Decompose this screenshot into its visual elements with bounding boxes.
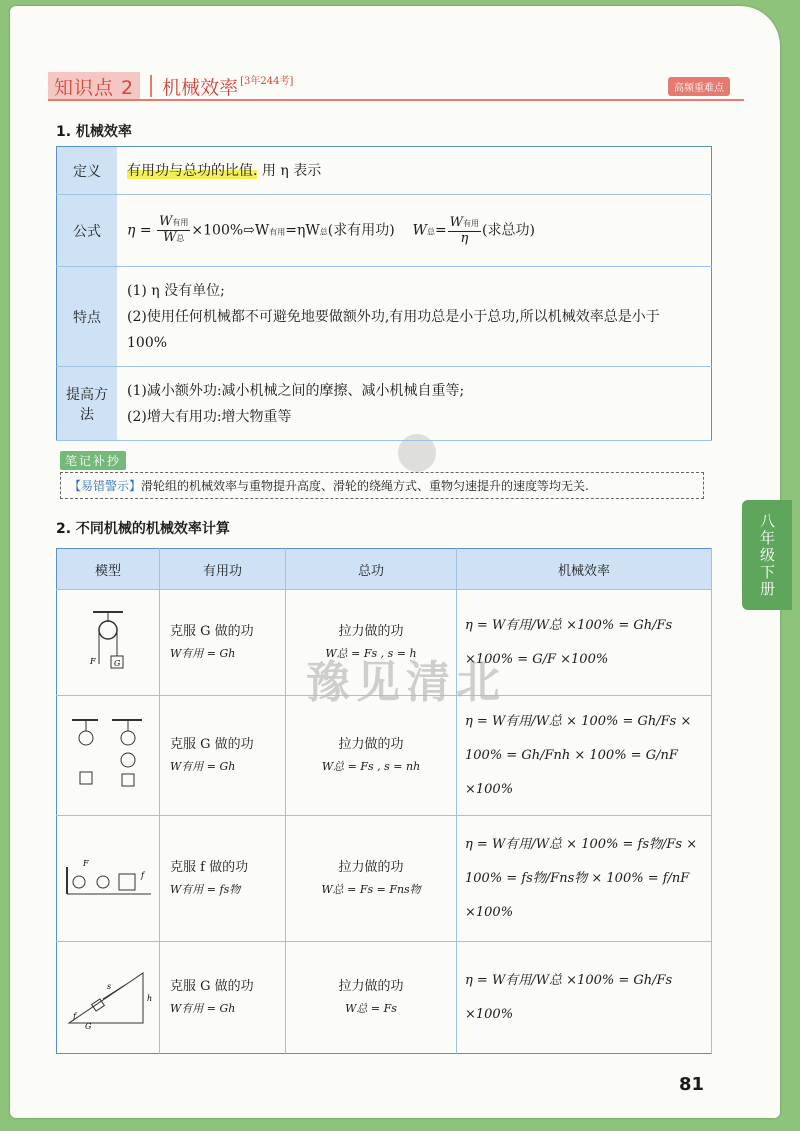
horizontal-pulley-diagram xyxy=(63,852,153,902)
col-useful: 有用功 xyxy=(160,549,286,590)
note-box xyxy=(60,450,704,499)
efficiency-table xyxy=(56,146,712,441)
row-features xyxy=(57,267,712,367)
note-tag: 笔记补抄 xyxy=(60,451,126,470)
col-efficiency: 机械效率 xyxy=(457,549,712,590)
section-header xyxy=(48,72,293,100)
pulley-block-diagram xyxy=(68,714,148,794)
watermark: 豫见清北 xyxy=(306,657,506,708)
warning-label: 【易错警示】 xyxy=(69,479,142,493)
method-2: (2)增大有用功:增大物重等 xyxy=(127,408,292,425)
col-total: 总功 xyxy=(286,549,457,590)
definition-rest: 用 η 表示 xyxy=(261,162,322,179)
svg-text:f: f xyxy=(73,1011,76,1021)
hot-badge: 高频重难点 xyxy=(668,77,730,96)
svg-text:F: F xyxy=(83,858,89,868)
warning-text: 滑轮组的机械效率与重物提升高度、滑轮的绕绳方式、重物匀速提升的速度等均无关. xyxy=(141,479,589,493)
table-row: G F 克服 G 做的功 W有用 = Gh 拉力做的功 W总 = Fs , s = h η = W有用/W总 ×100% = Gh/Fs ×100% = G/F ×100% xyxy=(57,590,712,696)
table-row: F f 克服 f 做的功 W有用 = fs物 拉力做的功 W总 = Fs = Fns物 η = W有用/W总 × 100% = fs物/Fs × 100% = fs物/Fns物 × 100% = f/nF ×100% xyxy=(57,816,712,942)
header-divider xyxy=(150,75,152,97)
method-1: (1)减小额外功:减小机械之间的摩擦、减小机械自重等; xyxy=(127,382,465,399)
table-row: h s G f 克服 G 做的功 W有用 = Gh 拉力做的功 W总 = Fs η = W有用/W总 ×100% = Gh/Fs ×100% xyxy=(57,942,712,1054)
row-definition xyxy=(57,147,712,195)
feature-1: (1) η 没有单位; xyxy=(127,282,225,299)
col-model: 模型 xyxy=(57,549,160,590)
incline-diagram xyxy=(63,961,153,1031)
grade-tab: 八年级下册 xyxy=(742,500,792,610)
svg-text:f: f xyxy=(141,870,144,880)
page-title: 机械效率 xyxy=(162,76,239,99)
svg-text:F: F xyxy=(90,656,96,666)
efficiency-formula: η = W有用/W总 × 100% = fs物/Fs × 100% = fs物/Fns物 × 100% = f/nF ×100% xyxy=(457,816,712,942)
svg-text:G: G xyxy=(114,658,121,668)
label-definition: 定义 xyxy=(57,147,118,195)
page-number: 81 xyxy=(678,1074,704,1095)
formula: η = $\frac{\text{W有用}}{\text{W总}}$ ×100%⇨W有用=ηW总(求有用功) W总= $\frac{\text{W有用}}{\eta}$ (求总功) xyxy=(117,195,712,267)
svg-text:h: h xyxy=(147,993,153,1003)
label-formula: 公式 xyxy=(57,195,118,267)
efficiency-formula: η = W有用/W总 ×100% = Gh/Fs ×100% xyxy=(457,942,712,1054)
fixed-pulley-diagram xyxy=(78,606,138,676)
svg-text:G: G xyxy=(85,1021,92,1031)
definition-highlight: 有用功与总功的比值. xyxy=(127,162,258,179)
row-methods xyxy=(57,367,712,441)
label-features: 特点 xyxy=(57,267,118,367)
efficiency-formula: η = W有用/W总 ×100% = Gh/Fs ×100% = G/F ×100% xyxy=(457,590,712,696)
table-row: 克服 G 做的功 W有用 = Gh 拉力做的功 W总 = Fs , s = nh η = W有用/W总 × 100% = Gh/Fs × 100% = Gh/Fnh × 100% = G/nF ×100% xyxy=(57,696,712,816)
header-rule xyxy=(48,99,744,101)
efficiency-formula: η = W有用/W总 × 100% = Gh/Fs × 100% = Gh/Fnh × 100% = G/nF ×100% xyxy=(457,696,712,816)
feature-2: (2)使用任何机械都不可避免地要做额外功,有用功总是小于总功,所以机械效率总是小于 100% xyxy=(127,308,660,351)
knowledge-point-tag: 知识点 2 xyxy=(48,72,140,101)
machines-table xyxy=(56,548,712,1054)
section-title-1: 1. 机械效率 xyxy=(56,124,132,140)
section-title-2: 2. 不同机械的机械效率计算 xyxy=(56,521,230,537)
row-formula xyxy=(57,195,712,267)
label-methods: 提高方法 xyxy=(57,367,118,441)
exam-count: [3年244考] xyxy=(240,76,294,87)
table-header xyxy=(57,549,712,590)
svg-text:s: s xyxy=(107,981,112,991)
